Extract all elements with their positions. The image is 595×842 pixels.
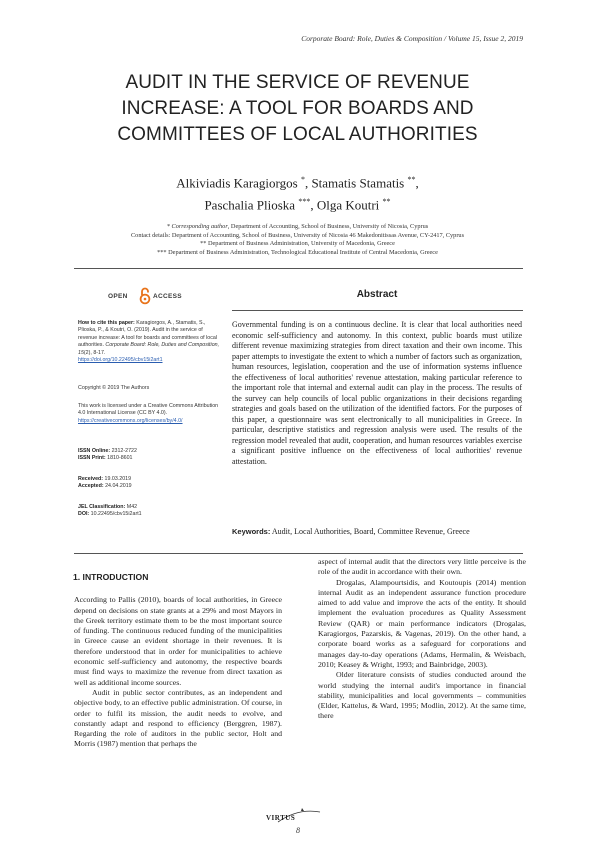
body-column-left bbox=[74, 572, 282, 750]
affiliation-text: *** Department of Business Administration, Technological Educational Institute of Central Macedonia, Greece bbox=[157, 248, 438, 256]
author-name: Olga Koutri bbox=[316, 197, 380, 213]
accepted-date: 24.04.2019 bbox=[105, 483, 132, 490]
license-text: This work is licensed under a Creative Commons Attribution 4.0 International License (CC BY 4.0). bbox=[78, 403, 219, 417]
doi-label: DOI: bbox=[78, 511, 90, 518]
title-line: INCREASE: A TOOL FOR BOARDS AND bbox=[121, 98, 474, 119]
abstract-heading: Abstract bbox=[356, 289, 398, 300]
license-link[interactable]: https://creativecommons.org/licenses/by/4.0/ bbox=[78, 417, 183, 424]
affiliations bbox=[40, 223, 555, 257]
author-name: Alkiviadis Karagiorgos bbox=[176, 175, 298, 191]
issn-block bbox=[78, 448, 220, 463]
open-word: OPEN bbox=[108, 293, 128, 300]
publisher-logo bbox=[258, 806, 338, 826]
paragraph: Audit in public sector contributes, as an independent and objective body, to an effective public administration. Of course, in order to fulfil its mission, the audit needs to evolve, and constantly adapt and respond to efficiency (Berggren, 1987). Regarding the role of auditors in the public sector, Holt and Morris (1987) mention that perhaps the bbox=[74, 687, 282, 749]
corresponding-label: * Corresponding author bbox=[166, 223, 228, 230]
paper-title bbox=[50, 70, 545, 148]
running-header: Corporate Board: Role, Duties & Composition / Volume 15, Issue 2, 2019 bbox=[301, 34, 523, 43]
paragraph: Older literature consists of studies conducted around the world studying the internal audit's importance in financial stability, municipalities and local governments – communities (Elder, Kattelus, & Ward, 1995; Modlin, 2012). At the same time, there bbox=[318, 670, 526, 721]
publisher-logo-text: VIRTUS bbox=[266, 814, 296, 822]
issn-online-label: ISSN Online: bbox=[78, 448, 111, 454]
received-date: 19.03.2019 bbox=[104, 476, 132, 482]
doi-value: 10.22495/cbv15i2art1 bbox=[90, 511, 142, 518]
cite-issue: (2), 8-17. bbox=[83, 349, 106, 356]
cite-text: Karagiorgos, A., Stamatis, S., Plioska, P., & Koutri, O. (2019). Audit in the service of revenue increase: A tool for boards and committees of local authorities. bbox=[78, 320, 217, 349]
jel-label: JEL Classification: bbox=[78, 504, 126, 510]
body-column-right bbox=[318, 557, 526, 722]
paragraph: aspect of internal audit that the directors very little perceive is the role of the audit in accordance with their own. bbox=[318, 557, 526, 577]
access-word: ACCESS bbox=[153, 293, 182, 300]
author-mark: * bbox=[300, 175, 305, 184]
paragraph: According to Pallis (2010), boards of local authorities, in Greece depend on decisions on state grants at a 29% and most Mayors in the Greek territory estimate them to be the most important source of funding. The continuous reduced funding of the municipalities in Greece cause an evident shortage in their revenues. It is therefore understood that in order for municipalities to achieve economic self-sufficiency and autonomy, the respective boards must find ways to maximize the revenue from direct taxation as well as additional income sources. bbox=[74, 595, 282, 687]
author-mark: *** bbox=[298, 197, 311, 207]
issn-print-label: ISSN Print: bbox=[78, 455, 106, 462]
section-heading: 1. INTRODUCTION bbox=[73, 572, 149, 582]
author-list: Alkiviadis Karagiorgos *, Stamatis Stamatis **, Paschalia Plioska ***, Olga Koutri ** bbox=[176, 175, 419, 213]
dates-block bbox=[78, 476, 220, 491]
author-name: Paschalia Plioska bbox=[204, 197, 296, 213]
paragraph: Drogalas, Alampourtsidis, and Koutoupis (2014) mention internal Audit as an independent assurance function procedure aimed to add value and improve the acts of the entity. It should implement the evaluation procedures as Quality Assessment Review (QAR) or main performance indicators (Drogalas, Karagiorgos, Pazarskis, & Vagenas, 2019). On the other hand, a corporate board works as a safeguard for corporations and manages day-to-day operations (Adams, Hermalin, & Weisbach, 2010; Keasey & Wright, 1993; and Bainbridge, 2003). bbox=[318, 577, 526, 669]
page-number: 8 bbox=[296, 826, 300, 835]
accepted-label: Accepted: bbox=[78, 483, 104, 490]
open-lock-icon bbox=[139, 287, 151, 305]
author-mark: ** bbox=[407, 175, 416, 184]
keywords-list: Audit, Local Authorities, Board, Committee Revenue, Greece bbox=[271, 527, 470, 536]
cite-label: How to cite this paper: bbox=[78, 320, 135, 326]
issn-online: 2312-2722 bbox=[111, 448, 137, 454]
abstract-divider bbox=[232, 310, 523, 311]
divider bbox=[74, 553, 523, 554]
affiliation-text: ** Department of Business Administration, University of Macedonia, Greece bbox=[200, 240, 395, 247]
open-access-logo bbox=[108, 289, 188, 307]
citation-block bbox=[78, 320, 220, 364]
contact-details: Contact details: Department of Accounting, School of Business, University of Nicosia 46 Makedonitissas Avenue, CY-2417, Cyprus bbox=[130, 231, 465, 239]
author-mark: ** bbox=[382, 197, 391, 207]
affiliation-text: , Department of Accounting, School of Business, University of Nicosia, Cyprus bbox=[227, 223, 429, 230]
author-name: Stamatis Stamatis bbox=[311, 175, 405, 191]
title-line: AUDIT IN THE SERVICE OF REVENUE bbox=[125, 72, 470, 93]
divider bbox=[74, 268, 523, 269]
license-block bbox=[78, 403, 220, 425]
issn-print: 1810-8601 bbox=[107, 455, 133, 462]
copyright-line: Copyright © 2019 The Authors bbox=[78, 385, 150, 391]
cite-doi-link[interactable]: https://doi.org/10.22495/cbv15i2art1 bbox=[78, 357, 163, 364]
title-line: COMMITTEES OF LOCAL AUTHORITIES bbox=[117, 124, 478, 145]
received-label: Received: bbox=[78, 476, 104, 482]
cite-journal: Corporate Board: Role, Duties and Composition, 15 bbox=[78, 342, 220, 356]
keywords bbox=[232, 527, 522, 538]
jel-code: M42 bbox=[126, 504, 138, 510]
abstract-body: Governmental funding is on a continuous decline. It is clear that local authorities need economic self-sufficiency and autonomy. In this context, public boards must utilize different revenue maximizing strategies from direct taxation and their own income. This paper attempts to investigate the extent to which a number of factors such as organization, human resources, legislation, cooperation and the use of information systems influence the effectiveness of local authorities' revenue attestation, making particular reference to the important role that internal and external audit can play in the process. The results of the survey can help councils of local public organizations in their decisions regarding strategies and goals based on the utilization of the identified factors. For the purposes of this paper, a questionnaire was sent electronically to all municipalities in Greece. In particular, descriptive statistics and regression analysis were used. The results of the regression model revealed that audit, cooperation, and human resources variables exercise a significant positive influence on the effectiveness of local authorities' revenue attestation. bbox=[232, 320, 522, 466]
keywords-label: Keywords: bbox=[232, 527, 271, 536]
classification-block bbox=[78, 504, 220, 519]
